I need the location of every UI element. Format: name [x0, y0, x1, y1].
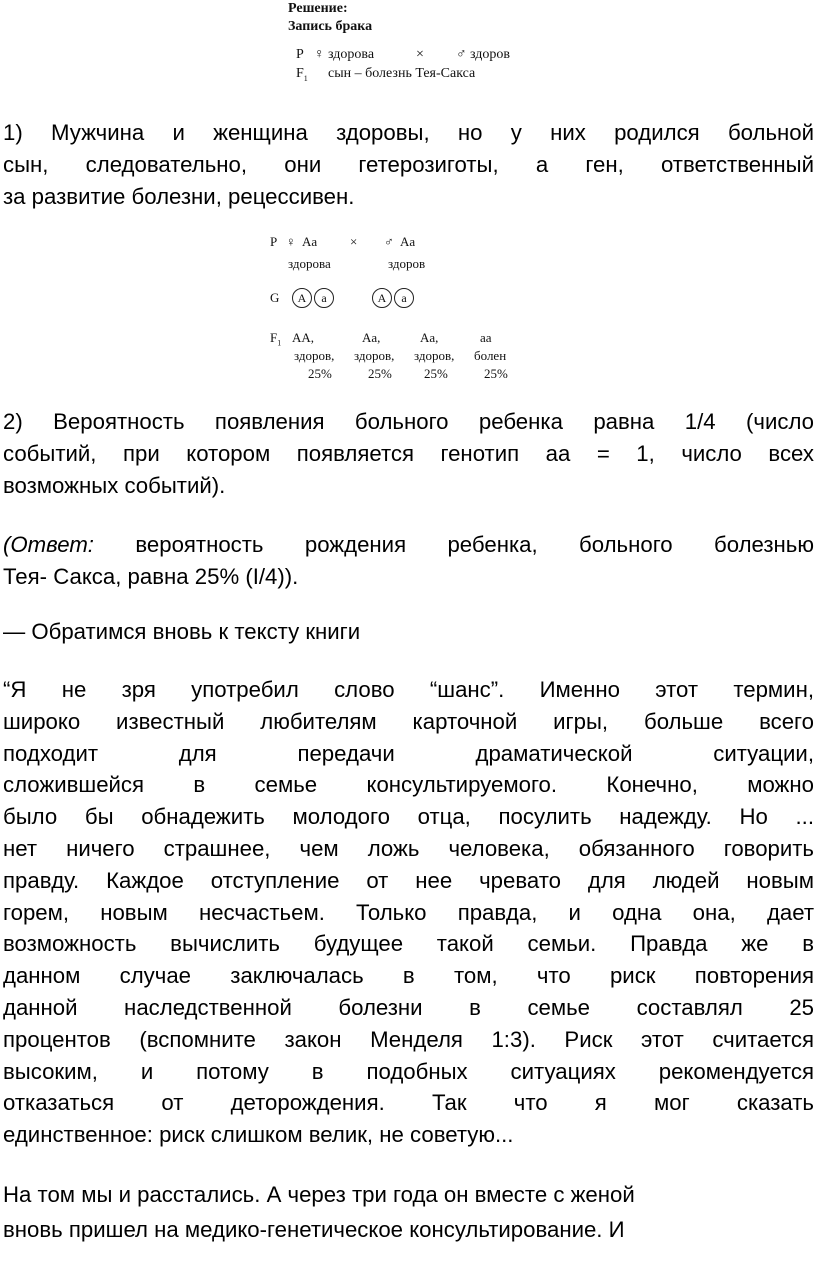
offspring-genotype: Aa, — [362, 330, 381, 345]
paragraph-1 — [3, 117, 814, 212]
marriage-record-image — [288, 0, 548, 84]
scheme-offspring-label: $F_1$ — [270, 330, 282, 348]
answer-line — [3, 529, 814, 561]
quote-line: данном случае заключалась в том, что риск повторения — [3, 963, 814, 989]
offspring-status: здоров, — [294, 348, 335, 363]
male-symbol-icon: ♂ — [384, 234, 394, 249]
answer-line: Тея- Сакса, равна 25% (I/4)). — [3, 563, 299, 589]
female-symbol-icon: ♀ — [314, 47, 325, 62]
scheme-parents-label: P — [270, 234, 278, 249]
paragraph-2-line: событий, при котором появляется генотип аа = 1, число всех — [3, 440, 814, 466]
offspring-genotype: aa — [480, 330, 492, 345]
parents-label: P — [296, 47, 304, 62]
answer-label: (Ответ: — [3, 532, 94, 557]
male-symbol-icon: ♂ — [456, 47, 467, 62]
quote-line: сложившейся в семье консультируемого. Конечно, можно — [3, 772, 814, 798]
offspring-description: сын – болезнь Тея-Сакса — [328, 66, 476, 81]
cross-symbol: × — [350, 234, 358, 249]
paragraph-2-line: 2) Вероятность появления больного ребенка равна 1/4 (число — [3, 409, 814, 434]
dash-line: — Обратимся вновь к тексту книги — [3, 619, 361, 644]
male-status: здоров — [388, 256, 426, 271]
female-symbol-icon: ♀ — [286, 234, 296, 249]
male-status: здоров — [470, 47, 511, 62]
marriage-record-title: Запись брака — [288, 19, 373, 34]
quote-paragraph — [3, 674, 814, 1151]
quote-line: данной наследственной болезни в семье составлял 25 — [3, 994, 814, 1020]
solution-heading: Решение: — [288, 1, 348, 16]
offspring-genotype: AA, — [292, 330, 315, 345]
gamete-circle: A — [372, 288, 392, 308]
last-line: На том мы и расстались. А через три года он вместе с женой — [3, 1182, 635, 1207]
offspring-label: $F_1$ — [296, 66, 308, 83]
female-status: здорова — [288, 256, 331, 271]
offspring-status: здоров, — [354, 348, 395, 363]
gamete-circle: a — [314, 288, 334, 308]
gamete-circle: a — [394, 288, 414, 308]
quote-line: “Я не зря употребил слово “шанс”. Именно этот термин, — [3, 677, 814, 702]
female-genotype: Aa — [302, 234, 318, 249]
quote-line: процентов (вспомните закон Менделя 1:3). Риск этот считается — [3, 1026, 814, 1052]
gametes-label: G — [270, 290, 280, 305]
offspring-percent: 25% — [484, 366, 508, 381]
last-paragraph — [3, 1177, 814, 1247]
offspring-row — [288, 65, 548, 84]
paragraph-1-line: сын, следовательно, они гетерозиготы, а ген, ответственный — [3, 151, 814, 177]
last-line: вновь пришел на медико-генетическое консультирование. И — [3, 1217, 625, 1242]
quote-line: возможность вычислить будущее такой семьи. Правда же в — [3, 931, 814, 957]
quote-line: высоким, и потому в подобных ситуациях рекомендуется — [3, 1058, 814, 1084]
crossing-scheme-image — [270, 232, 530, 392]
parents-row — [288, 46, 548, 65]
dash-paragraph — [3, 616, 814, 648]
quote-line: подходит для передачи драматической ситуации, — [3, 740, 814, 766]
answer-text: вероятность рождения ребенка, больного болезнью — [93, 532, 814, 557]
offspring-status: болен — [474, 348, 507, 363]
male-genotype: Aa — [400, 234, 416, 249]
quote-line: горем, новым несчастьем. Только правда, и одна она, дает — [3, 899, 814, 925]
quote-line: было бы обнадежить молодого отца, посулить надежду. Но ... — [3, 804, 814, 830]
offspring-percent: 25% — [368, 366, 392, 381]
quote-line: единственное: риск слишком велик, не советую... — [3, 1122, 514, 1148]
paragraph-2 — [3, 406, 814, 501]
quote-line: отказаться от деторождения. Так что я мог сказать — [3, 1090, 814, 1116]
female-status: здорова — [328, 47, 375, 62]
answer-paragraph — [3, 529, 814, 593]
gamete-circle: A — [292, 288, 312, 308]
offspring-percent: 25% — [424, 366, 448, 381]
quote-line: нет ничего страшнее, чем ложь человека, обязанного говорить — [3, 835, 814, 861]
quote-line: широко известный любителям карточной игры, больше всего — [3, 708, 814, 734]
cross-symbol: × — [416, 47, 424, 62]
paragraph-1-line: за развитие болезни, рецессивен. — [3, 183, 355, 209]
paragraph-1-line: 1) Мужчина и женщина здоровы, но у них родился больной — [3, 120, 814, 145]
quote-line: правду. Каждое отступление от нее чревато для людей новым — [3, 867, 814, 893]
offspring-status: здоров, — [414, 348, 455, 363]
paragraph-2-line: возможных событий). — [3, 472, 226, 498]
offspring-percent: 25% — [308, 366, 332, 381]
offspring-genotype: Aa, — [420, 330, 439, 345]
